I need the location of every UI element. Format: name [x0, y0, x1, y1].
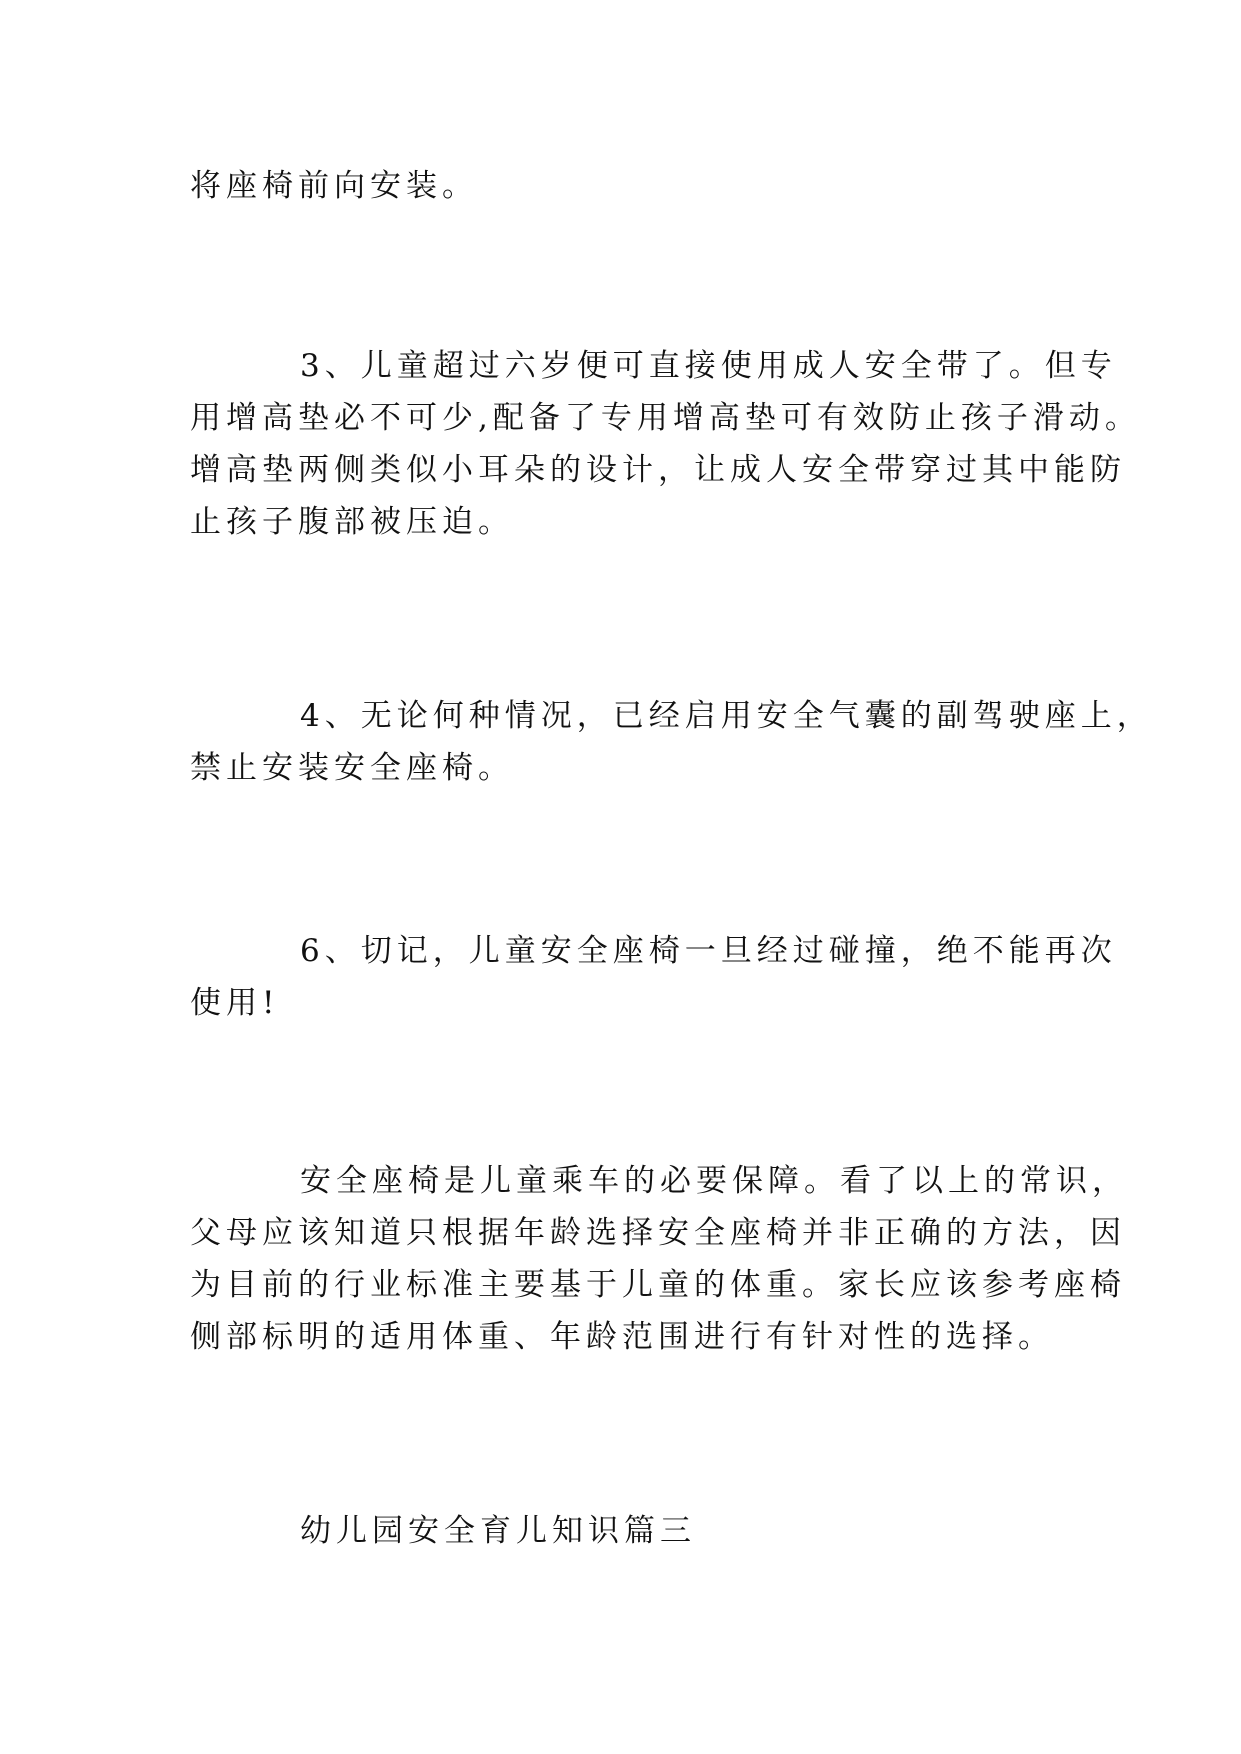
paragraph-line: 4、无论何种情况，已经启用安全气囊的副驾驶座上， — [300, 698, 1153, 734]
paragraph-line: 为目前的行业标准主要基于儿童的体重。家长应该参考座椅 — [190, 1267, 1126, 1303]
paragraph-line: 增高垫两侧类似小耳朵的设计，让成人安全带穿过其中能防 — [190, 452, 1126, 488]
paragraph-line: 3、儿童超过六岁便可直接使用成人安全带了。但专 — [300, 348, 1117, 384]
paragraph-item-6 — [190, 925, 1117, 1029]
paragraph-item-4 — [190, 690, 1153, 794]
section-heading — [190, 1505, 1060, 1557]
paragraph-line: 使用! — [190, 985, 280, 1021]
paragraph-summary — [190, 1155, 1128, 1363]
paragraph-line: 安全座椅是儿童乘车的必要保障。看了以上的常识， — [300, 1163, 1128, 1199]
paragraph-seat-forward — [190, 160, 1060, 212]
paragraph-item-3 — [190, 340, 1141, 548]
paragraph-line: 父母应该知道只根据年龄选择安全座椅并非正确的方法，因 — [190, 1215, 1126, 1251]
paragraph-line: 将座椅前向安装。 — [190, 168, 478, 204]
paragraph-line: 禁止安装安全座椅。 — [190, 750, 514, 786]
paragraph-line: 用增高垫必不可少,配备了专用增高垫可有效防止孩子滑动。 — [190, 400, 1141, 436]
paragraph-line: 6、切记，儿童安全座椅一旦经过碰撞，绝不能再次 — [300, 933, 1117, 969]
section-title: 幼儿园安全育儿知识篇三 — [300, 1513, 696, 1549]
paragraph-line: 止孩子腹部被压迫。 — [190, 504, 514, 540]
paragraph-line: 侧部标明的适用体重、年龄范围进行有针对性的选择。 — [190, 1319, 1054, 1355]
